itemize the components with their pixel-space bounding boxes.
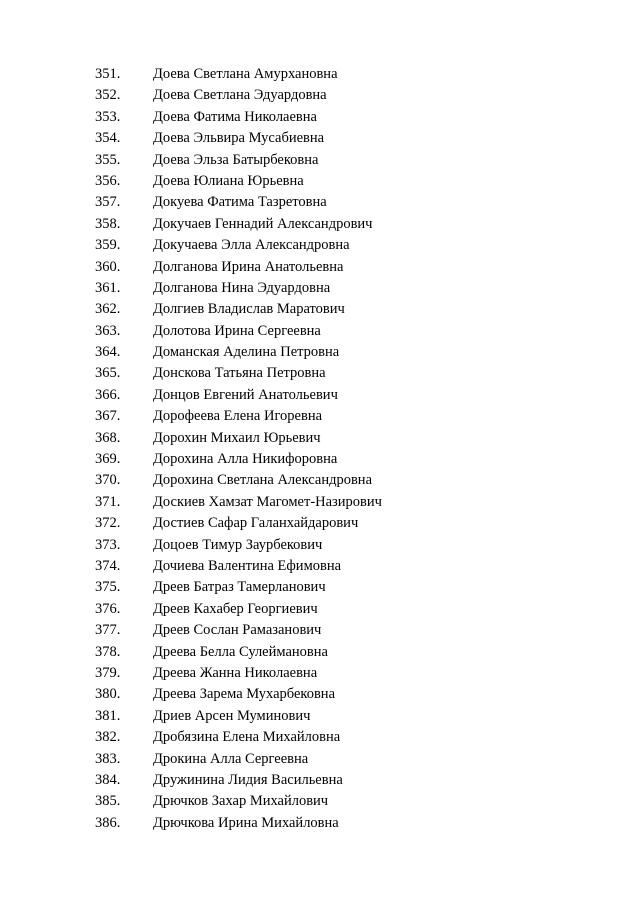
list-item [95,791,615,812]
list-item [95,85,615,106]
entry-name: Долотова Ирина Сергеевна [153,322,321,339]
list-item [95,663,615,684]
entry-number: 375. [95,579,121,596]
entry-number: 357. [95,194,121,211]
entry-number: 367. [95,408,121,425]
entry-name: Дрючков Захар Михайлович [153,793,329,810]
entry-number: 384. [95,771,121,788]
entry-number: 358. [95,215,121,232]
entry-number: 360. [95,258,121,275]
list-item [95,171,615,192]
list-item [95,492,615,513]
list-item [95,257,615,278]
list-item [95,150,615,171]
entry-name: Доева Светлана Эдуардовна [153,87,327,104]
list-item [95,770,615,791]
list-item [95,727,615,748]
list-item [95,192,615,213]
entry-number: 371. [95,493,121,510]
entry-number: 373. [95,536,121,553]
list-item [95,342,615,363]
entry-name: Дружинина Лидия Васильевна [153,771,343,788]
entry-number: 368. [95,429,121,446]
list-item [95,535,615,556]
list-item [95,749,615,770]
entry-number: 356. [95,172,121,189]
list-item [95,321,615,342]
entry-number: 355. [95,151,121,168]
list-item [95,470,615,491]
entry-number: 354. [95,130,121,147]
list-item [95,64,615,85]
entry-number: 359. [95,237,121,254]
entry-number: 351. [95,66,121,82]
entry-name: Дорохин Михаил Юрьевич [153,429,321,446]
entry-number: 353. [95,108,121,125]
list-item [95,642,615,663]
entry-name: Дреев Батраз Тамерланович [153,579,326,596]
entry-number: 364. [95,344,121,361]
entry-name: Дорохина Светлана Александровна [153,472,373,489]
entry-number: 382. [95,729,121,746]
list-item [95,428,615,449]
list-item [95,813,615,834]
list-item [95,449,615,470]
entry-name: Долгиев Владислав Маратович [153,301,345,318]
list-item [95,363,615,384]
entry-number: 380. [95,686,121,703]
entry-name: Долганова Ирина Анатольевна [153,258,344,275]
entry-number: 363. [95,322,121,339]
entry-name: Докучаева Элла Александровна [153,237,350,254]
entry-number: 352. [95,87,121,104]
entry-name: Доцоев Тимур Заурбекович [153,536,323,553]
list-item [95,235,615,256]
entry-number: 383. [95,750,121,767]
list-item [95,278,615,299]
entry-number: 386. [95,814,121,831]
entry-name: Дрокина Алла Сергеевна [153,750,309,767]
entry-name: Долганова Нина Эдуардовна [153,279,331,296]
entry-number: 369. [95,451,121,468]
entry-name: Докуева Фатима Тазретовна [153,194,327,211]
list-item [95,599,615,620]
entry-number: 370. [95,472,121,489]
entry-number: 385. [95,793,121,810]
entry-name: Доева Фатима Николаевна [153,108,317,125]
entry-name: Донцов Евгений Анатольевич [153,386,338,403]
entry-name: Дреева Зарема Мухарбековна [153,686,336,703]
entry-name: Доскиев Хамзат Магомет-Назирович [153,493,382,510]
entry-number: 379. [95,664,121,681]
entry-name: Достиев Сафар Галанхайдарович [153,515,359,532]
list-item [95,513,615,534]
list-item [95,128,615,149]
entry-name: Дриев Арсен Муминович [153,707,311,724]
entry-name: Доева Юлиана Юрьевна [153,172,304,189]
entry-name: Дробязина Елена Михайловна [153,729,341,746]
entry-number: 378. [95,643,121,660]
entry-number: 372. [95,515,121,532]
entry-name: Дреев Кахабер Георгиевич [153,600,318,617]
entry-name: Доманская Аделина Петровна [153,344,340,361]
entry-number: 366. [95,386,121,403]
name-list [95,64,615,834]
list-item [95,406,615,427]
entry-name: Дрючкова Ирина Михайловна [153,814,339,831]
entry-name: Дреева Белла Сулеймановна [153,643,328,660]
entry-name: Докучаев Геннадий Александрович [153,215,373,232]
list-item [95,385,615,406]
entry-number: 362. [95,301,121,318]
entry-name: Дреева Жанна Николаевна [153,664,318,681]
entry-name: Доева Эльвира Мусабиевна [153,130,325,147]
entry-number: 361. [95,279,121,296]
entry-number: 381. [95,707,121,724]
entry-name: Доева Эльза Батырбековна [153,151,319,168]
entry-name: Доева Светлана Амурхановна [153,66,338,82]
entry-name: Дреев Сослан Рамазанович [153,622,322,639]
list-item [95,107,615,128]
entry-number: 365. [95,365,121,382]
list-item [95,684,615,705]
list-item [95,299,615,320]
entry-name: Дорофеева Елена Игоревна [153,408,323,425]
list-item [95,556,615,577]
list-item [95,706,615,727]
list-item [95,214,615,235]
list-item [95,620,615,641]
entry-name: Дочиева Валентина Ефимовна [153,557,342,574]
entry-number: 377. [95,622,121,639]
entry-name: Донскова Татьяна Петровна [153,365,326,382]
list-item [95,577,615,598]
entry-name: Дорохина Алла Никифоровна [153,451,338,468]
entry-number: 374. [95,557,121,574]
entry-number: 376. [95,600,121,617]
